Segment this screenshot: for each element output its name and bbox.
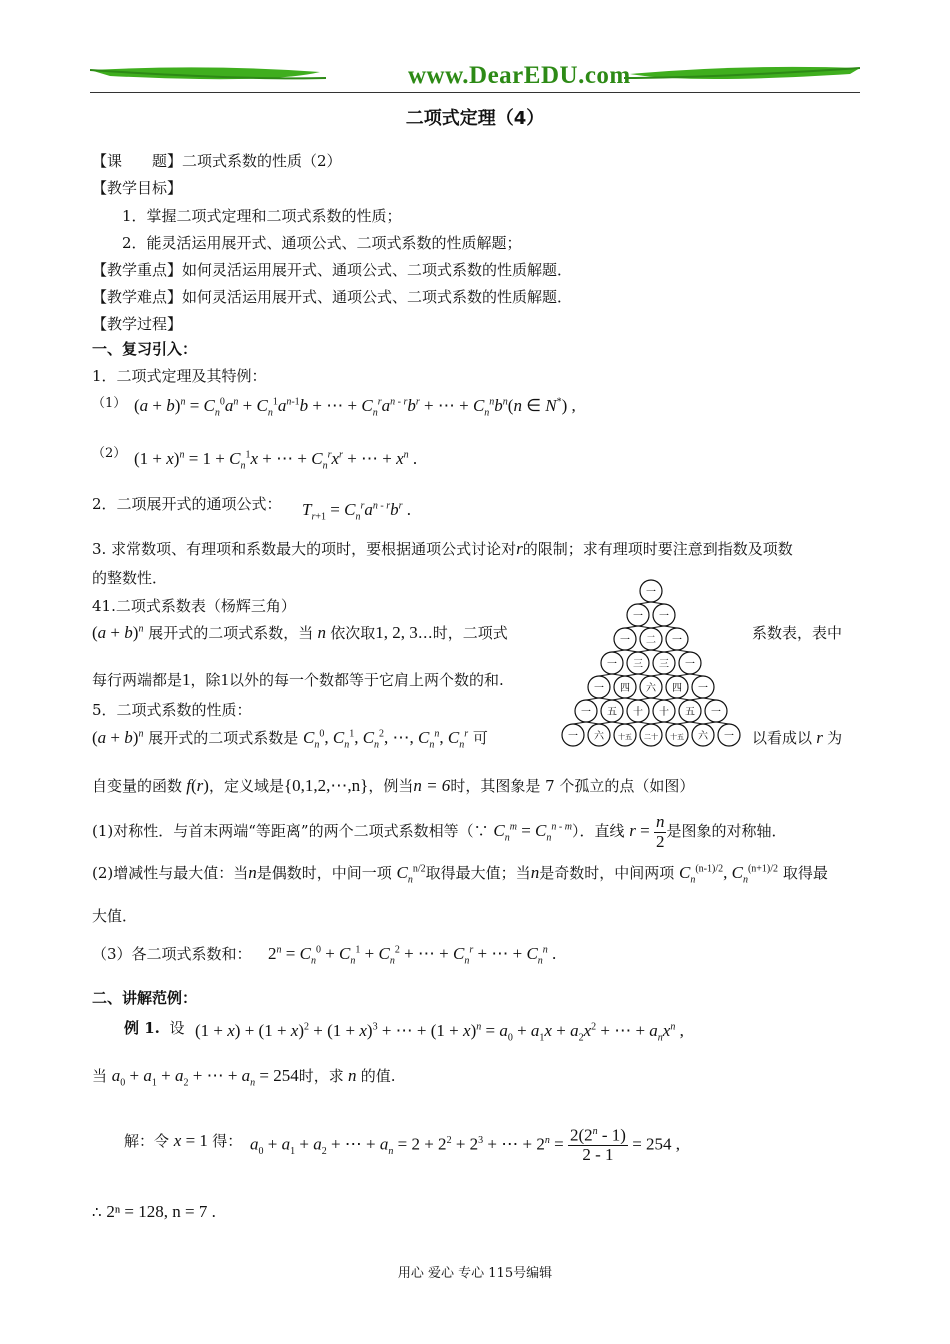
goals-label: 【教学目标】 bbox=[92, 179, 183, 197]
footer: 用心 爱心 专心 115号编辑 bbox=[397, 1266, 553, 1281]
page-title: 二项式定理（4） bbox=[405, 108, 545, 129]
yanghui-value: 一 bbox=[607, 659, 617, 670]
review-item-4: 41.二项式系数表（杨辉三角） bbox=[92, 597, 296, 615]
topic-line: 【课 题】二项式系数的性质（2） bbox=[92, 152, 342, 170]
goal-2: 2．能灵活运用展开式、通项公式、二项式系数的性质解题； bbox=[122, 234, 522, 252]
property-monotonic-cont: 大值． bbox=[92, 907, 138, 925]
yanghui-value: 五 bbox=[685, 707, 695, 718]
yanghui-value: 六 bbox=[698, 731, 708, 742]
yanghui-value: 三 bbox=[659, 659, 669, 670]
yanghui-value: 十 bbox=[633, 707, 643, 718]
yanghui-value: 四 bbox=[620, 683, 630, 694]
formula-general-term: $T_{r+1} = C_n^ra^{n - r}b^r$ . bbox=[302, 500, 412, 523]
sub-1-label: （1） bbox=[92, 396, 127, 411]
yanghui-value: 一 bbox=[698, 683, 708, 694]
property-symmetry: (1)对称性．与首末两端“等距离”的两个二项式系数相等（∵ $C_n^m = C_n^{n - m}$）．直线 r = $\frac{n}{2}$ 是图象的对称轴． bbox=[92, 812, 787, 851]
review-item-4-line-b: 系数表，表中 bbox=[752, 624, 843, 642]
property-monotonic: (2)增减性与最大值：当n是偶数时，中间一项 $C_n^{n/2}$取得最大值；当n是奇数时，中间两项 $C_n^{(n-1)/2}$, $C_n^{(n+1)/2}$ 取得最 bbox=[92, 863, 828, 886]
difficult-point: 【教学难点】如何灵活运用展开式、通项公式、二项式系数的性质解题． bbox=[92, 288, 573, 306]
yanghui-value: 一 bbox=[672, 635, 682, 646]
yanghui-value: 二 bbox=[646, 635, 656, 646]
goal-1: 1．掌握二项式定理和二项式系数的性质； bbox=[122, 207, 402, 225]
example-1-formula: $(1 + x) + (1 + x)^2 + (1 + x)^3$ + ⋯ + $(1 + x)^n = a_0 + a_1x + a_2x^2$ + ⋯ + $a_nx^n$ , bbox=[195, 1021, 684, 1044]
formula-coefficient-sum: $2^n = C_n^0 + C_n^1 + C_n^2$ + ⋯ + $C_n^r$ + ⋯ + $C_n^n$ . bbox=[268, 944, 557, 967]
yanghui-value: 一 bbox=[724, 731, 734, 742]
example-1-condition: 当 $a_0 + a_1 + a_2$ + ⋯ + $a_n = 254$时，求 n 的值. bbox=[92, 1066, 396, 1089]
yanghui-value: 五 bbox=[607, 707, 617, 718]
review-item-2: 2．二项展开式的通项公式： bbox=[92, 495, 282, 513]
review-item-3-cont: 的整数性． bbox=[92, 569, 168, 587]
yanghui-value: 十五 bbox=[618, 733, 632, 741]
example-1: 例 1. 设 bbox=[124, 1019, 185, 1037]
property-sum-label: （3）各二项式系数和： bbox=[92, 945, 252, 963]
formula-binomial-theorem: $(a + b)^n = C_n^0a^n + C_n^1a^{n-1}b$ + ⋯ + $C_n^ra^{n - r}b^r$ + ⋯ + $C_n^nb^n(n$ ∈ N*) , bbox=[134, 396, 576, 419]
section-examples-heading: 二、讲解范例： bbox=[92, 989, 198, 1007]
yanghui-value: 四 bbox=[672, 683, 682, 694]
solution-result: ∴ 2ⁿ = 128, n = 7 . bbox=[92, 1202, 216, 1221]
yanghui-value: 一 bbox=[685, 659, 695, 670]
header-rule bbox=[90, 92, 860, 93]
header-logo bbox=[90, 62, 860, 94]
yanghui-value: 六 bbox=[594, 731, 604, 742]
sub-2-label: （2） bbox=[92, 446, 127, 461]
formula-special-case: $(1 + x)^n = 1 + C_n^1x$ + ⋯ + $C_n^rx^r$ + ⋯ + $x^n$ . bbox=[134, 449, 418, 472]
yanghui-triangle bbox=[556, 578, 746, 763]
yanghui-value: 三 bbox=[633, 659, 643, 670]
review-item-5-line-c: 自变量的函数 f(r)，定义域是{0,1,2,⋯,n}，例当n = 6时，其图象是 7 个孤立的点（如图） bbox=[92, 776, 695, 795]
yanghui-value: 一 bbox=[633, 611, 643, 622]
key-point: 【教学重点】如何灵活运用展开式、通项公式、二项式系数的性质解题． bbox=[92, 261, 573, 279]
yanghui-value: 一 bbox=[711, 707, 721, 718]
section-review-heading: 一、复习引入： bbox=[92, 340, 198, 358]
yanghui-value: 六 bbox=[646, 683, 656, 694]
yanghui-value: 十五 bbox=[670, 733, 684, 741]
process-label: 【教学过程】 bbox=[92, 315, 183, 333]
yanghui-value: 一 bbox=[568, 731, 578, 742]
yanghui-value: 一 bbox=[594, 683, 604, 694]
yanghui-value: 一 bbox=[620, 635, 630, 646]
review-item-4-line-c: 每行两端都是1，除1以外的每一个数都等于它肩上两个数的和. bbox=[92, 670, 504, 689]
solution-formula: $a_0 + a_1 + a_2$ + ⋯ + $a_n = 2 + 2^2 + 2^3$ + ⋯ + $2^n$ = $\frac{2(2^n - 1)}{2 - 1}$ = 254 , bbox=[250, 1125, 681, 1165]
logo-text: www.DearEDU.com bbox=[408, 62, 631, 89]
review-item-3: 3. 求常数项、有理项和系数最大的项时，要根据通项公式讨论对r的限制；求有理项时要注意到指数及项数 bbox=[92, 539, 793, 558]
review-item-4-line-a: $(a + b)^n$ 展开式的二项式系数，当 n 依次取1, 2, 3…时，二项式 bbox=[92, 623, 508, 642]
yanghui-value: 二十 bbox=[644, 733, 658, 741]
review-item-1: 1．二项式定理及其特例： bbox=[92, 367, 267, 385]
yanghui-value: 一 bbox=[659, 611, 669, 622]
review-item-5-line-a: $(a + b)^n$ 展开式的二项式系数是 $C_n^0$, $C_n^1$, $C_n^2$, ⋯, $C_n^n$, $C_n^r$ 可 bbox=[92, 728, 488, 751]
review-item-5-line-b: 以看成以 r 为 bbox=[752, 728, 843, 747]
yanghui-value: 十 bbox=[659, 707, 669, 718]
review-item-5: 5．二项式系数的性质： bbox=[92, 701, 252, 719]
yanghui-value: 一 bbox=[581, 707, 591, 718]
yanghui-value: 一 bbox=[646, 587, 656, 598]
solution: 解：令 x = 1 得： bbox=[124, 1131, 243, 1150]
